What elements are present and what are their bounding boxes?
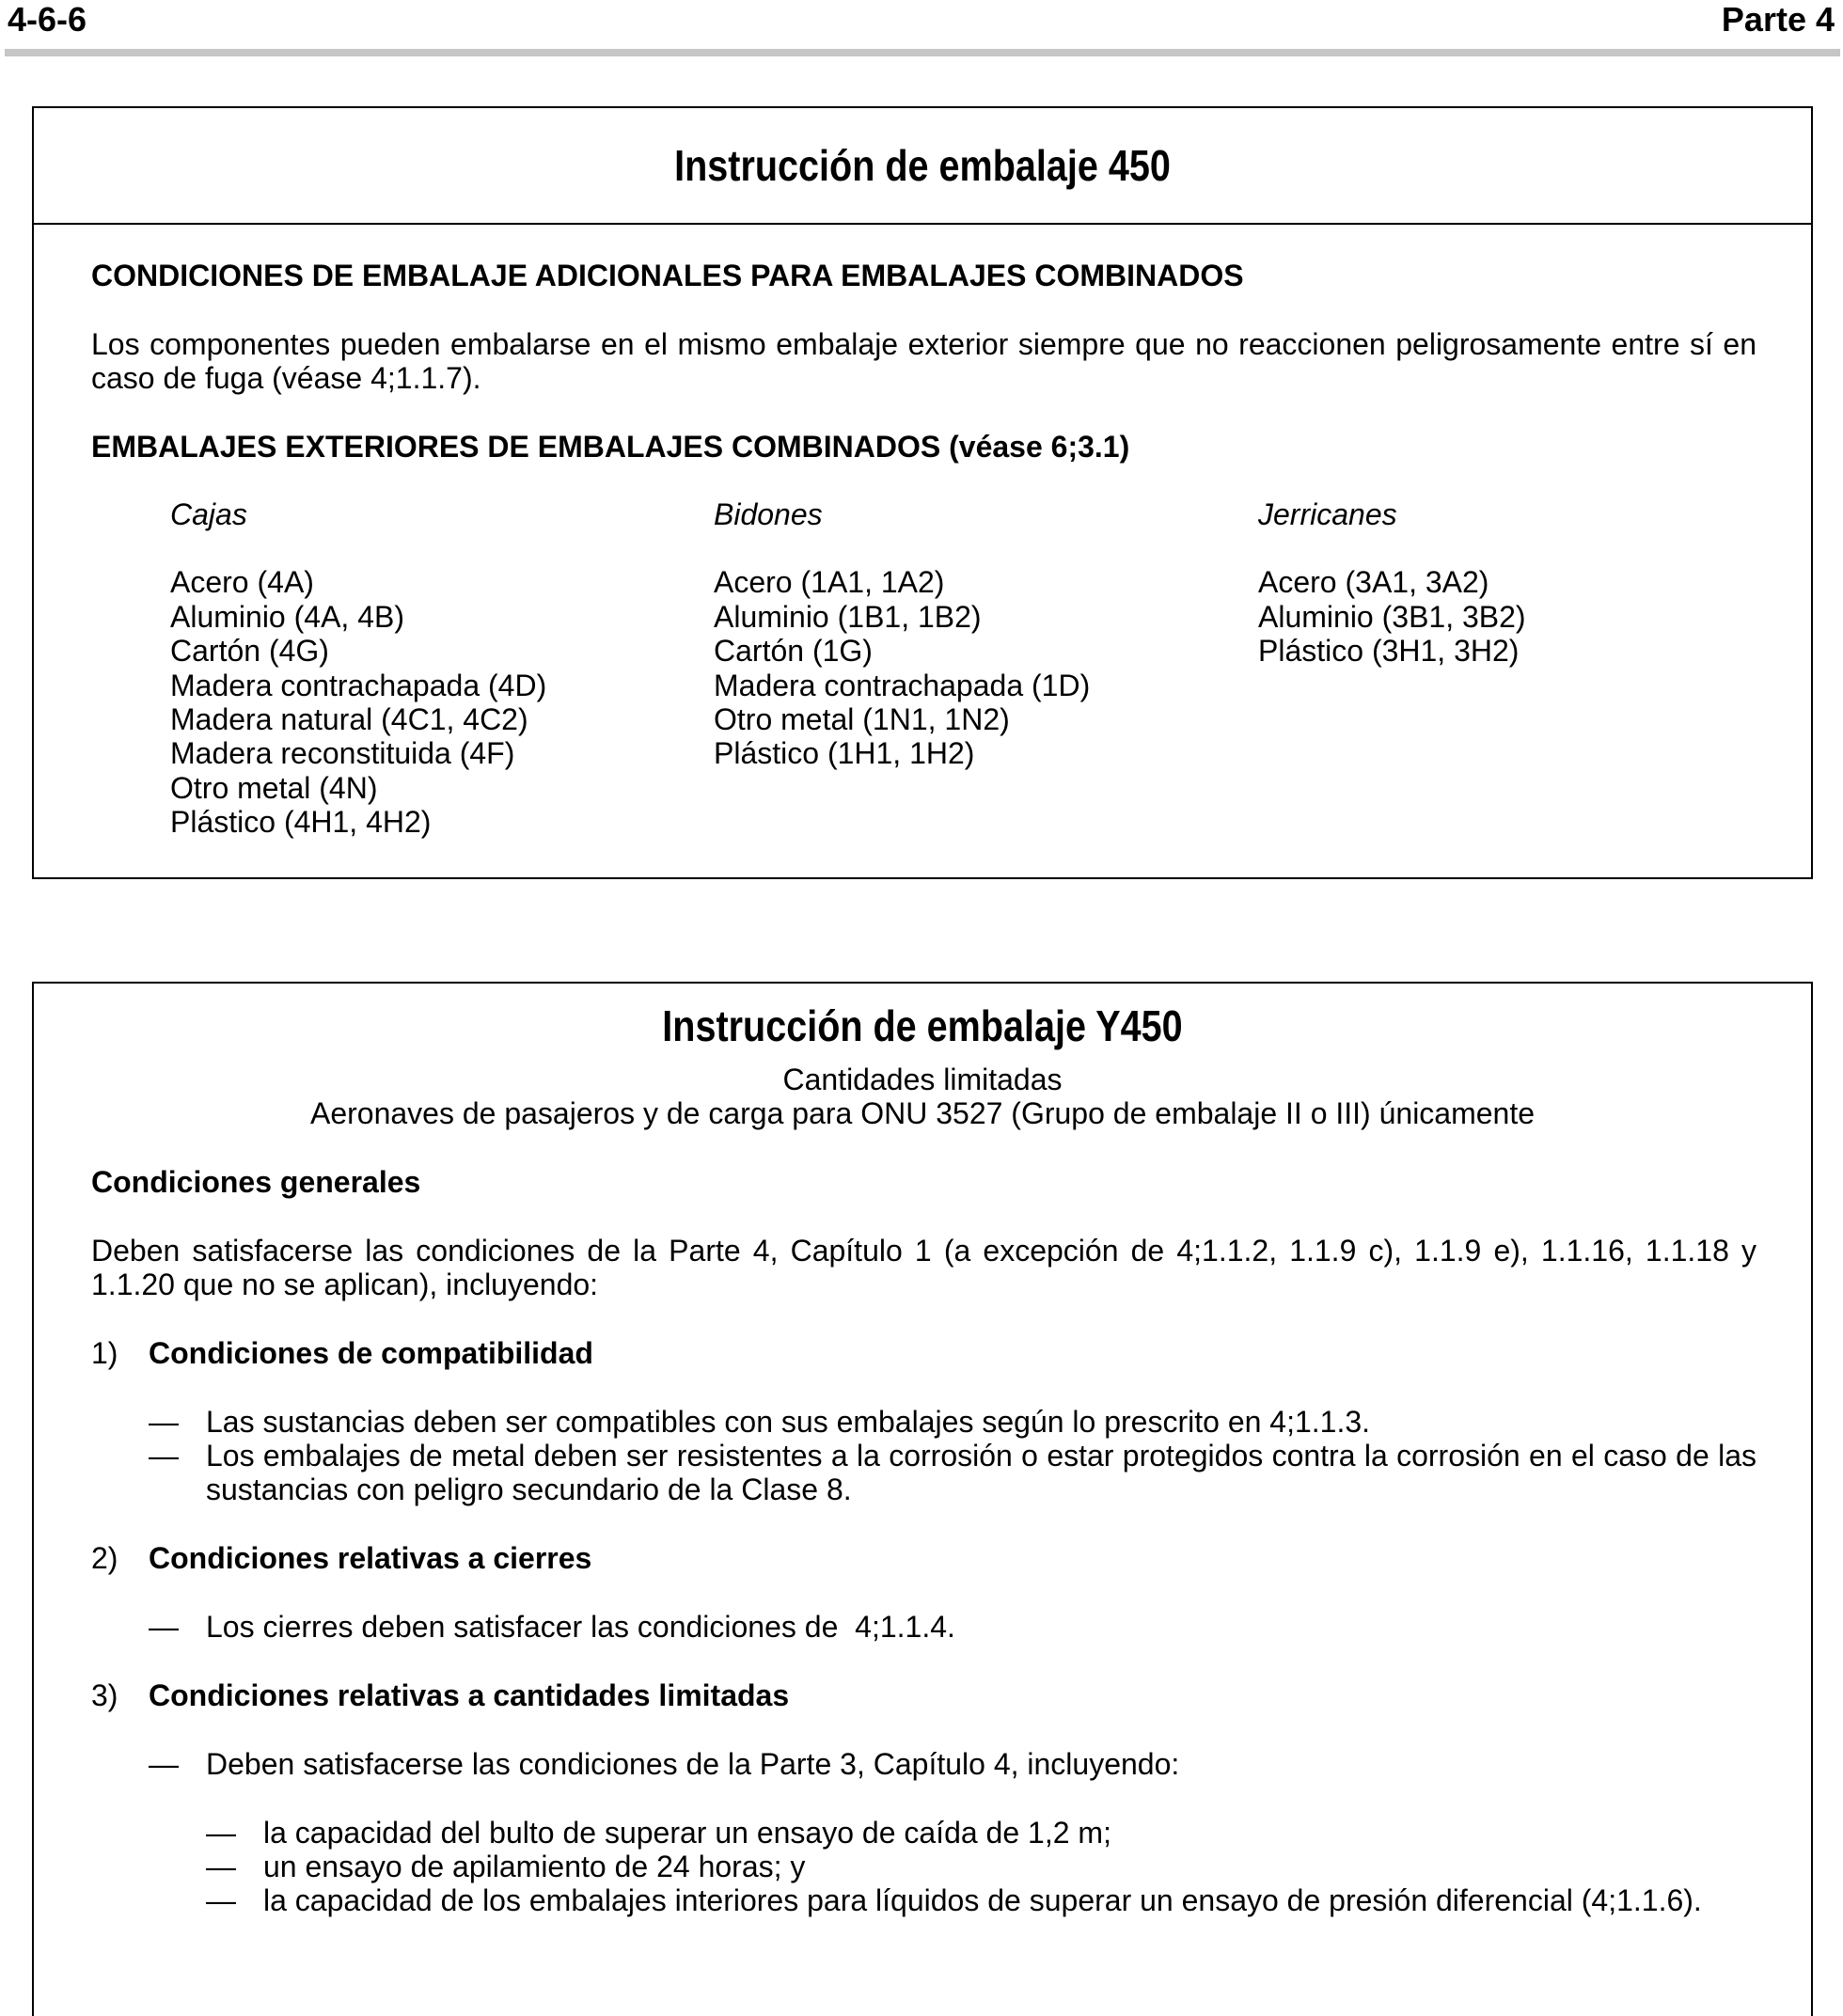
list-item: Cartón (1G) — [714, 634, 873, 669]
bullet-text: Los embalajes de metal deben ser resistentes a la corrosión o estar protegidos contra la corrosión en el caso de las sustancias con peligro secundario de la Clase 8. — [206, 1439, 1756, 1506]
bullet-item — [149, 1610, 1756, 1644]
list-item: Madera reconstituida (4F) — [170, 736, 515, 771]
dash-bullet: — — [206, 1816, 236, 1850]
bullet-item — [149, 1405, 1756, 1439]
sub-bullet-text: un ensayo de apilamiento de 24 horas; y — [263, 1850, 806, 1883]
list-item: Madera contrachapada (4D) — [170, 668, 547, 702]
bullet-text: Deben satisfacerse las condiciones de la Parte 3, Capítulo 4, incluyendo: — [206, 1747, 1180, 1781]
outer-packaging-column-drums — [714, 497, 1090, 771]
outer-packaging-column-boxes — [170, 497, 546, 840]
list-item: Madera contrachapada (1D) — [714, 668, 1091, 702]
sub-bullet-text: la capacidad de los embalajes interiores para líquidos de superar un ensayo de presión diferencial (4;1.1.6). — [263, 1883, 1702, 1917]
list-item: Madera natural (4C1, 4C2) — [170, 702, 528, 737]
list-item: Aluminio (1B1, 1B2) — [714, 599, 982, 634]
dash-bullet: — — [206, 1850, 236, 1883]
condition-heading-closures: Condiciones relativas a cierres — [149, 1541, 592, 1575]
condition-heading-compatibility: Condiciones de compatibilidad — [149, 1336, 593, 1370]
bullet-item — [149, 1439, 1756, 1506]
page-number: 4-6-6 — [8, 0, 87, 39]
dash-bullet: — — [149, 1439, 179, 1473]
general-conditions-heading: Condiciones generales — [91, 1165, 421, 1199]
bullet-text: Las sustancias deben ser compatibles con sus embalajes según lo prescrito en 4;1.1.3. — [206, 1405, 1371, 1439]
list-item: Acero (4A) — [170, 565, 314, 600]
column-heading: Bidones — [714, 497, 823, 531]
condition-number: 1) — [91, 1336, 118, 1370]
pi450-title: Instrucción de embalaje 450 — [674, 141, 1171, 190]
sub-bullet-text: la capacidad del bulto de superar un ensayo de caída de 1,2 m; — [263, 1816, 1111, 1850]
dash-bullet: — — [149, 1747, 179, 1781]
dash-bullet: — — [206, 1883, 236, 1917]
list-item: Cartón (4G) — [170, 634, 329, 669]
list-item: Plástico (4H1, 4H2) — [170, 805, 432, 840]
list-item: Plástico (3H1, 3H2) — [1258, 634, 1520, 669]
pi450-section2-heading: EMBALAJES EXTERIORES DE EMBALAJES COMBINADOS (véase 6;3.1) — [91, 430, 1130, 464]
sub-bullet-item — [206, 1883, 1786, 1917]
general-conditions-text: Deben satisfacerse las condiciones de la Parte 4, Capítulo 1 (a excepción de 4;1.1.2, 1.1.9 c), 1.1.9 e), 1.1.16, 1.1.18 y 1.1.20 que no se aplican), incluyendo: — [91, 1234, 1756, 1301]
y450-subtitle-limited-quantities: Cantidades limitadas — [782, 1063, 1063, 1096]
page-header — [0, 0, 1843, 58]
list-item: Aluminio (3B1, 3B2) — [1258, 599, 1526, 634]
list-item: Acero (1A1, 1A2) — [714, 565, 945, 600]
bullet-item — [149, 1747, 1756, 1781]
packing-instruction-y450-box — [32, 982, 1813, 2016]
list-item: Aluminio (4A, 4B) — [170, 599, 404, 634]
sub-bullet-item — [206, 1850, 1786, 1883]
list-item: Plástico (1H1, 1H2) — [714, 736, 975, 771]
outer-packaging-column-jerricans — [1258, 497, 1526, 669]
bullet-text: Los cierres deben satisfacer las condiciones de 4;1.1.4. — [206, 1610, 955, 1644]
condition-heading-limited-quantities: Condiciones relativas a cantidades limitadas — [149, 1678, 790, 1712]
pi450-section1-text: Los componentes pueden embalarse en el mismo embalaje exterior siempre que no reaccionen peligrosamente entre sí en caso de fuga (véase 4;1.1.7). — [91, 327, 1756, 395]
list-item: Acero (3A1, 3A2) — [1258, 565, 1489, 600]
condition-number: 2) — [91, 1541, 118, 1575]
packing-instruction-450-box — [32, 106, 1813, 879]
dash-bullet: — — [149, 1610, 179, 1644]
part-label: Parte 4 — [1721, 0, 1835, 39]
column-heading: Cajas — [170, 497, 247, 531]
dash-bullet: — — [149, 1405, 179, 1439]
pi450-title-band — [34, 108, 1811, 225]
header-rule — [5, 49, 1840, 56]
list-item: Otro metal (4N) — [170, 770, 378, 805]
column-heading: Jerricanes — [1258, 497, 1397, 531]
condition-number: 3) — [91, 1678, 118, 1712]
y450-subtitle-aircraft: Aeronaves de pasajeros y de carga para ONU 3527 (Grupo de embalaje II o III) únicamente — [309, 1096, 1536, 1130]
pi450-section1-heading: CONDICIONES DE EMBALAJE ADICIONALES PARA EMBALAJES COMBINADOS — [91, 259, 1244, 292]
list-item: Otro metal (1N1, 1N2) — [714, 702, 1010, 737]
sub-bullet-item — [206, 1816, 1786, 1850]
y450-title: Instrucción de embalaje Y450 — [662, 1001, 1183, 1050]
